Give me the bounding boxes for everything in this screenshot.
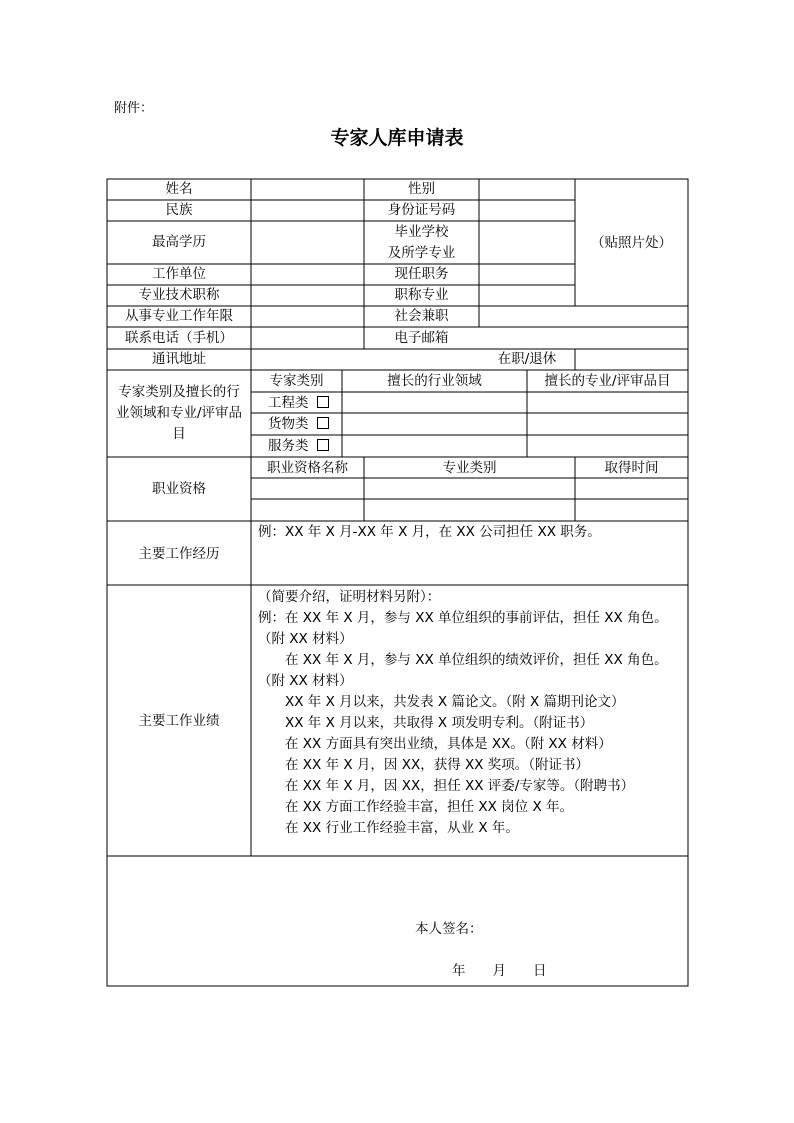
address-label: 通讯地址 <box>152 351 206 367</box>
achievement-line: 在 XX 年 X 月，参与 XX 单位组织的绩效评价，担任 XX 角色。 <box>258 652 668 668</box>
category-services-label: 服务类 <box>268 438 309 454</box>
qual-category-header: 专业类别 <box>442 460 497 476</box>
achievement-line: （附 XX 材料） <box>258 673 353 689</box>
years-label: 从事专业工作年限 <box>125 308 233 324</box>
category-engineering-label: 工程类 <box>268 395 309 411</box>
gender-label: 性别 <box>408 181 435 197</box>
achievement-line: XX 年 X 月以来，共取得 X 项发明专利。（附证书） <box>258 715 594 731</box>
school-label-line2: 及所学专业 <box>387 245 456 261</box>
qual-date-header: 取得时间 <box>604 460 659 476</box>
services-checkbox[interactable] <box>317 439 329 451</box>
ethnicity-label: 民族 <box>165 202 193 218</box>
email-label: 电子邮箱 <box>394 330 449 346</box>
work-history-label: 主要工作经历 <box>138 546 220 562</box>
qual-name-header: 职业资格名称 <box>267 460 348 476</box>
title-major-label: 职称专业 <box>394 287 449 303</box>
work-history-example: 例：XX 年 X 月-XX 年 X 月，在 XX 公司担任 XX 职务。 <box>258 524 601 540</box>
phone-label: 联系电话（手机） <box>125 330 233 346</box>
achievement-line: XX 年 X 月以来，共发表 X 篇论文。（附 X 篇期刊论文） <box>258 694 625 710</box>
category-goods-label: 货物类 <box>268 416 309 432</box>
photo-placeholder: （贴照片处） <box>591 235 672 251</box>
category-engineering <box>268 395 329 411</box>
education-label: 最高学历 <box>152 234 206 250</box>
form-title: 专家人库申请表 <box>330 127 464 149</box>
signature-label: 本人签名： <box>415 921 483 937</box>
position-label: 现任职务 <box>394 266 449 282</box>
category-header: 专家类别 <box>269 373 324 389</box>
qualification-label: 职业资格 <box>152 481 206 497</box>
category-goods <box>268 416 329 432</box>
category-services <box>268 438 329 454</box>
specialty-header: 擅长的专业/评审品目 <box>544 373 671 389</box>
date-line: 年 月 日 <box>452 963 547 979</box>
achievement-line: （简要介绍，证明材料另附）： <box>258 589 441 605</box>
employer-label: 工作单位 <box>152 266 206 282</box>
id-number-label: 身份证号码 <box>387 202 456 218</box>
category-block-label: 专家类别及擅长的行业领域和专业/评审品目 <box>115 384 243 442</box>
social-label: 社会兼职 <box>394 308 449 324</box>
achievement-line: 在 XX 年 X 月，因 XX，担任 XX 评委/专家等。（附聘书） <box>258 778 635 794</box>
achievement-line: （附 XX 材料） <box>258 631 353 647</box>
achievement-line: 在 XX 年 X 月，因 XX，获得 XX 奖项。（附证书） <box>258 757 590 773</box>
attachment-label: 附件： <box>114 101 154 116</box>
name-label: 姓名 <box>165 181 193 197</box>
achievement-line: 在 XX 行业工作经验丰富，从业 X 年。 <box>258 820 519 836</box>
goods-checkbox[interactable] <box>317 417 329 429</box>
status-label: 在职/退休 <box>497 351 557 367</box>
engineering-checkbox[interactable] <box>317 396 329 408</box>
industry-header: 擅长的行业领域 <box>387 373 482 389</box>
achievement-line: 在 XX 方面具有突出业绩，具体是 XX。（附 XX 材料） <box>258 736 612 752</box>
achievement-line: 例：在 XX 年 X 月，参与 XX 单位组织的事前评估，担任 XX 角色。 <box>258 610 668 626</box>
achievements-label: 主要工作业绩 <box>138 713 220 729</box>
achievement-line: 在 XX 方面工作经验丰富，担任 XX 岗位 X 年。 <box>258 799 573 815</box>
school-label-line1: 毕业学校 <box>394 224 449 240</box>
tech-title-label: 专业技术职称 <box>138 287 220 303</box>
